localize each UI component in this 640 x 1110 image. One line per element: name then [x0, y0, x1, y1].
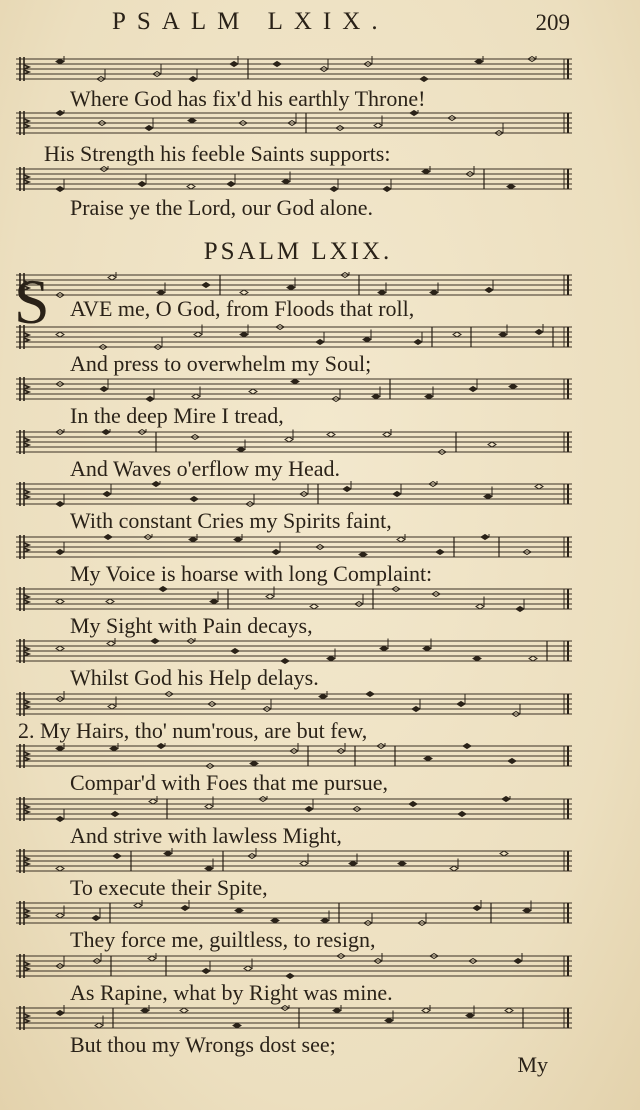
- lyric-line: But thou my Wrongs dost see;: [70, 1032, 336, 1057]
- music-staff: [16, 743, 572, 769]
- lyric-line: In the deep Mire I tread,: [70, 403, 284, 428]
- music-staff: [16, 56, 572, 82]
- lyric-line: His Strength his feeble Saints supports:: [44, 141, 391, 166]
- music-staff: [16, 638, 572, 664]
- lyric-line: And press to overwhelm my Soul;: [70, 351, 372, 376]
- lyric-line: 2. My Hairs, tho' num'rous, are but few,: [18, 718, 368, 743]
- music-staff: [16, 324, 572, 350]
- lyric-line: My Voice is hoarse with long Complaint:: [70, 561, 433, 586]
- music-staff: [16, 953, 572, 979]
- music-staff: [16, 848, 572, 874]
- music-staff: [16, 376, 572, 402]
- music-staff: [16, 429, 572, 455]
- lyric-line: Compar'd with Foes that me pursue,: [70, 770, 389, 795]
- lyric-line: Where God has fix'd his earthly Throne!: [70, 86, 426, 111]
- psalm-title: PSALM LXIX.: [203, 238, 393, 265]
- music-staff: [16, 586, 572, 612]
- running-title: PSALM LXIX.: [112, 8, 389, 35]
- music-staff: [16, 1005, 572, 1031]
- lyric-line: Praise ye the Lord, our God alone.: [70, 195, 374, 220]
- music-staff: [16, 900, 572, 926]
- lyric-line: Whilst God his Help delays.: [70, 665, 319, 690]
- lyric-line: To execute their Spite,: [70, 875, 268, 900]
- music-staff: [16, 796, 572, 822]
- lyric-line: And strive with lawless Might,: [70, 823, 342, 848]
- music-staff: [16, 110, 572, 136]
- music-staff: [16, 481, 572, 507]
- lyric-line: With constant Cries my Spirits faint,: [70, 508, 392, 533]
- page-number: 209: [535, 10, 570, 35]
- lyric-line: My Sight with Pain decays,: [70, 613, 313, 638]
- drop-cap: S: [14, 266, 50, 337]
- music-staff: [16, 166, 572, 192]
- lyric-line: As Rapine, what by Right was mine.: [70, 980, 393, 1005]
- lyric-line: They force me, guiltless, to resign,: [70, 927, 376, 952]
- lyric-line: And Waves o'erflow my Head.: [70, 456, 340, 481]
- page-header: [0, 6, 640, 40]
- catchword: My: [517, 1052, 548, 1077]
- music-staff: [16, 534, 572, 560]
- lyric-line: AVE me, O God, from Floods that roll,: [70, 296, 415, 321]
- music-staff: [16, 691, 572, 717]
